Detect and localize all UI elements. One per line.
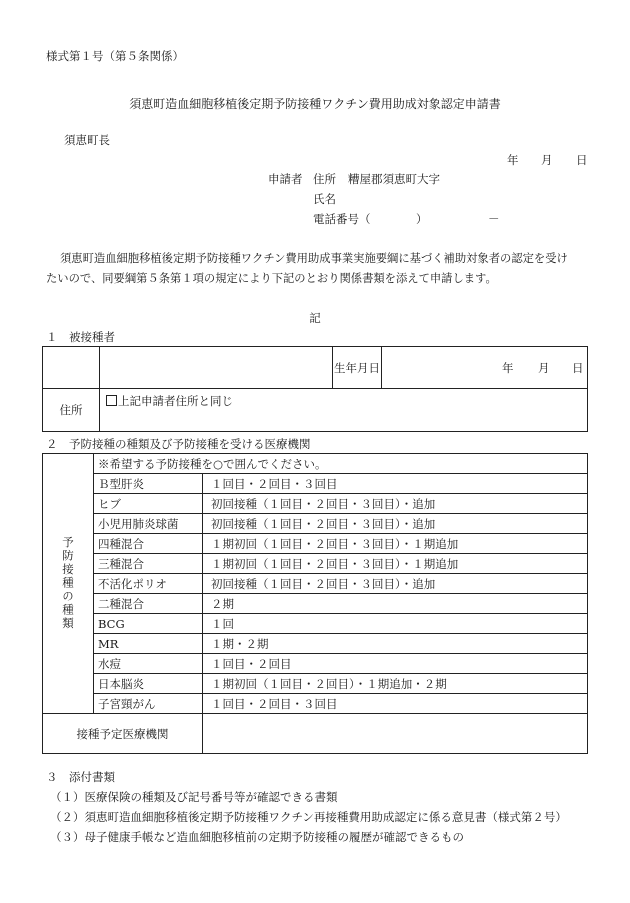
- vaccine-doses: １回: [211, 616, 234, 631]
- vaccine-name: 水痘: [98, 656, 121, 671]
- vaccine-name-cell: [94, 634, 203, 654]
- vaccine-doses-cell[interactable]: [203, 534, 588, 554]
- recipient-address-label: 住所: [59, 403, 83, 417]
- vaccine-doses: １回目・２回目・３回目: [211, 476, 338, 491]
- vaccine-name-cell: [94, 694, 203, 714]
- date-day: 日: [576, 153, 588, 167]
- date-month: 月: [541, 153, 553, 167]
- vaccine-name-cell: [94, 534, 203, 554]
- vaccine-doses: 初回接種（１回目・２回目・３回目）・追加: [211, 576, 436, 591]
- vaccine-name-cell: [94, 594, 203, 614]
- vaccine-doses-cell[interactable]: [203, 634, 588, 654]
- vaccine-doses: １期初回（１回目・２回目・３回目）・１期追加: [211, 536, 459, 551]
- vaccine-doses: ２期: [211, 596, 234, 611]
- ki-heading: 記: [309, 311, 321, 325]
- same-address-label: 上記申請者住所と同じ: [118, 394, 233, 408]
- recipient-address-cell[interactable]: [100, 389, 588, 432]
- vaccine-name: ヒブ: [98, 496, 121, 511]
- vaccine-name: MR: [98, 636, 119, 651]
- attachment-item-2: （２）須恵町造血細胞移植後定期予防接種ワクチン再接種費用助成認定に係る意見書（様式第２号）: [50, 810, 567, 824]
- section1-heading: １ 被接種者: [46, 330, 115, 344]
- section3-heading: ３ 添付書類: [46, 770, 115, 784]
- applicant-name-label: 氏名: [313, 192, 336, 206]
- vaccine-name: 小児用肺炎球菌: [98, 516, 179, 531]
- recipient-address-label-cell: [43, 389, 100, 432]
- vaccine-name-cell: [94, 514, 203, 534]
- vaccine-doses-cell[interactable]: [203, 674, 588, 694]
- clinic-value-cell[interactable]: [203, 714, 588, 754]
- vaccine-name-cell: [94, 614, 203, 634]
- vaccine-doses-cell[interactable]: [203, 474, 588, 494]
- vaccine-table: [42, 453, 588, 754]
- vaccine-name: 不活化ポリオ: [98, 576, 167, 591]
- vaccine-name-cell: [94, 654, 203, 674]
- date-year: 年: [507, 153, 519, 167]
- recipient-table: [42, 346, 588, 432]
- vaccine-doses-cell[interactable]: [203, 574, 588, 594]
- recipient-name-label-cell: [43, 347, 100, 389]
- clinic-label: 接種予定医療機関: [76, 726, 169, 741]
- applicant-address-value: 糟屋郡須恵町大字: [348, 172, 440, 186]
- vaccine-name: Ｂ型肝炎: [98, 476, 144, 491]
- applicant-phone-label: 電話番号（: [313, 212, 371, 226]
- birth-label: 生年月日: [334, 360, 380, 375]
- birth-year: 年: [502, 361, 514, 375]
- vaccine-name-cell: [94, 474, 203, 494]
- same-address-checkbox[interactable]: [106, 395, 117, 406]
- vaccine-name: 子宮頸がん: [98, 696, 156, 711]
- vaccine-name-cell: [94, 554, 203, 574]
- addressee: 須恵町長: [64, 133, 110, 147]
- vaccine-doses: 初回接種（１回目・２回目・３回目）・追加: [211, 496, 436, 511]
- vaccine-name: BCG: [98, 616, 125, 631]
- vaccine-doses-cell[interactable]: [203, 594, 588, 614]
- vaccine-name-cell: [94, 494, 203, 514]
- body-line-1: 須恵町造血細胞移植後定期予防接種ワクチン費用助成事業実施要綱に基づく補助対象者の認定を受け: [60, 252, 568, 265]
- vaccine-type-label: 予防接種の種類: [61, 536, 75, 631]
- body-line-2: たいので、同要綱第５条第１項の規定により下記のとおり関係書類を添えて申請します。: [46, 272, 497, 285]
- vaccine-doses: １回目・２回目・３回目: [211, 696, 338, 711]
- vaccine-note: ※希望する予防接種を○で囲んでください。: [98, 456, 327, 471]
- vaccine-name: 二種混合: [98, 596, 144, 611]
- birth-month: 月: [538, 361, 550, 375]
- birth-date-cell[interactable]: [382, 347, 588, 389]
- birth-day: 日: [572, 361, 584, 375]
- applicant-phone-dash: －: [488, 212, 500, 226]
- vaccine-doses-cell[interactable]: [203, 654, 588, 674]
- vaccine-doses-cell[interactable]: [203, 514, 588, 534]
- clinic-label-cell: [43, 714, 203, 754]
- vaccine-name: 日本脳炎: [98, 676, 144, 691]
- form-number: 様式第１号（第５条関係）: [46, 49, 184, 63]
- vaccine-note-cell: [94, 454, 588, 474]
- applicant-label: 申請者: [268, 172, 303, 186]
- vaccine-doses: １期・２期: [211, 636, 269, 651]
- birth-label-cell: [333, 347, 382, 389]
- recipient-name-cell[interactable]: [100, 347, 333, 389]
- applicant-address-label: 住所: [313, 172, 336, 186]
- vaccine-doses: 初回接種（１回目・２回目・３回目）・追加: [211, 516, 436, 531]
- attachment-item-3: （３）母子健康手帳など造血細胞移植前の定期予防接種の履歴が確認できるもの: [50, 830, 464, 844]
- page-title: 須恵町造血細胞移植後定期予防接種ワクチン費用助成対象認定申請書: [129, 97, 501, 111]
- vaccine-doses: １期初回（１回目・２回目・３回目）・１期追加: [211, 556, 459, 571]
- vaccine-type-label-cell: [43, 454, 94, 714]
- vaccine-name-cell: [94, 574, 203, 594]
- vaccine-doses-cell[interactable]: [203, 694, 588, 714]
- vaccine-name-cell: [94, 674, 203, 694]
- vaccine-doses: １回目・２回目: [211, 656, 292, 671]
- applicant-phone-close: ）: [416, 212, 428, 226]
- vaccine-name: 四種混合: [98, 536, 144, 551]
- section2-heading: ２ 予防接種の種類及び予防接種を受ける医療機関: [46, 437, 311, 451]
- vaccine-doses: １期初回（１回目・２回目）・１期追加・２期: [211, 676, 447, 691]
- vaccine-name: 三種混合: [98, 556, 144, 571]
- vaccine-doses-cell[interactable]: [203, 494, 588, 514]
- vaccine-doses-cell[interactable]: [203, 614, 588, 634]
- vaccine-doses-cell[interactable]: [203, 554, 588, 574]
- attachment-item-1: （１）医療保険の種類及び記号番号等が確認できる書類: [50, 790, 338, 804]
